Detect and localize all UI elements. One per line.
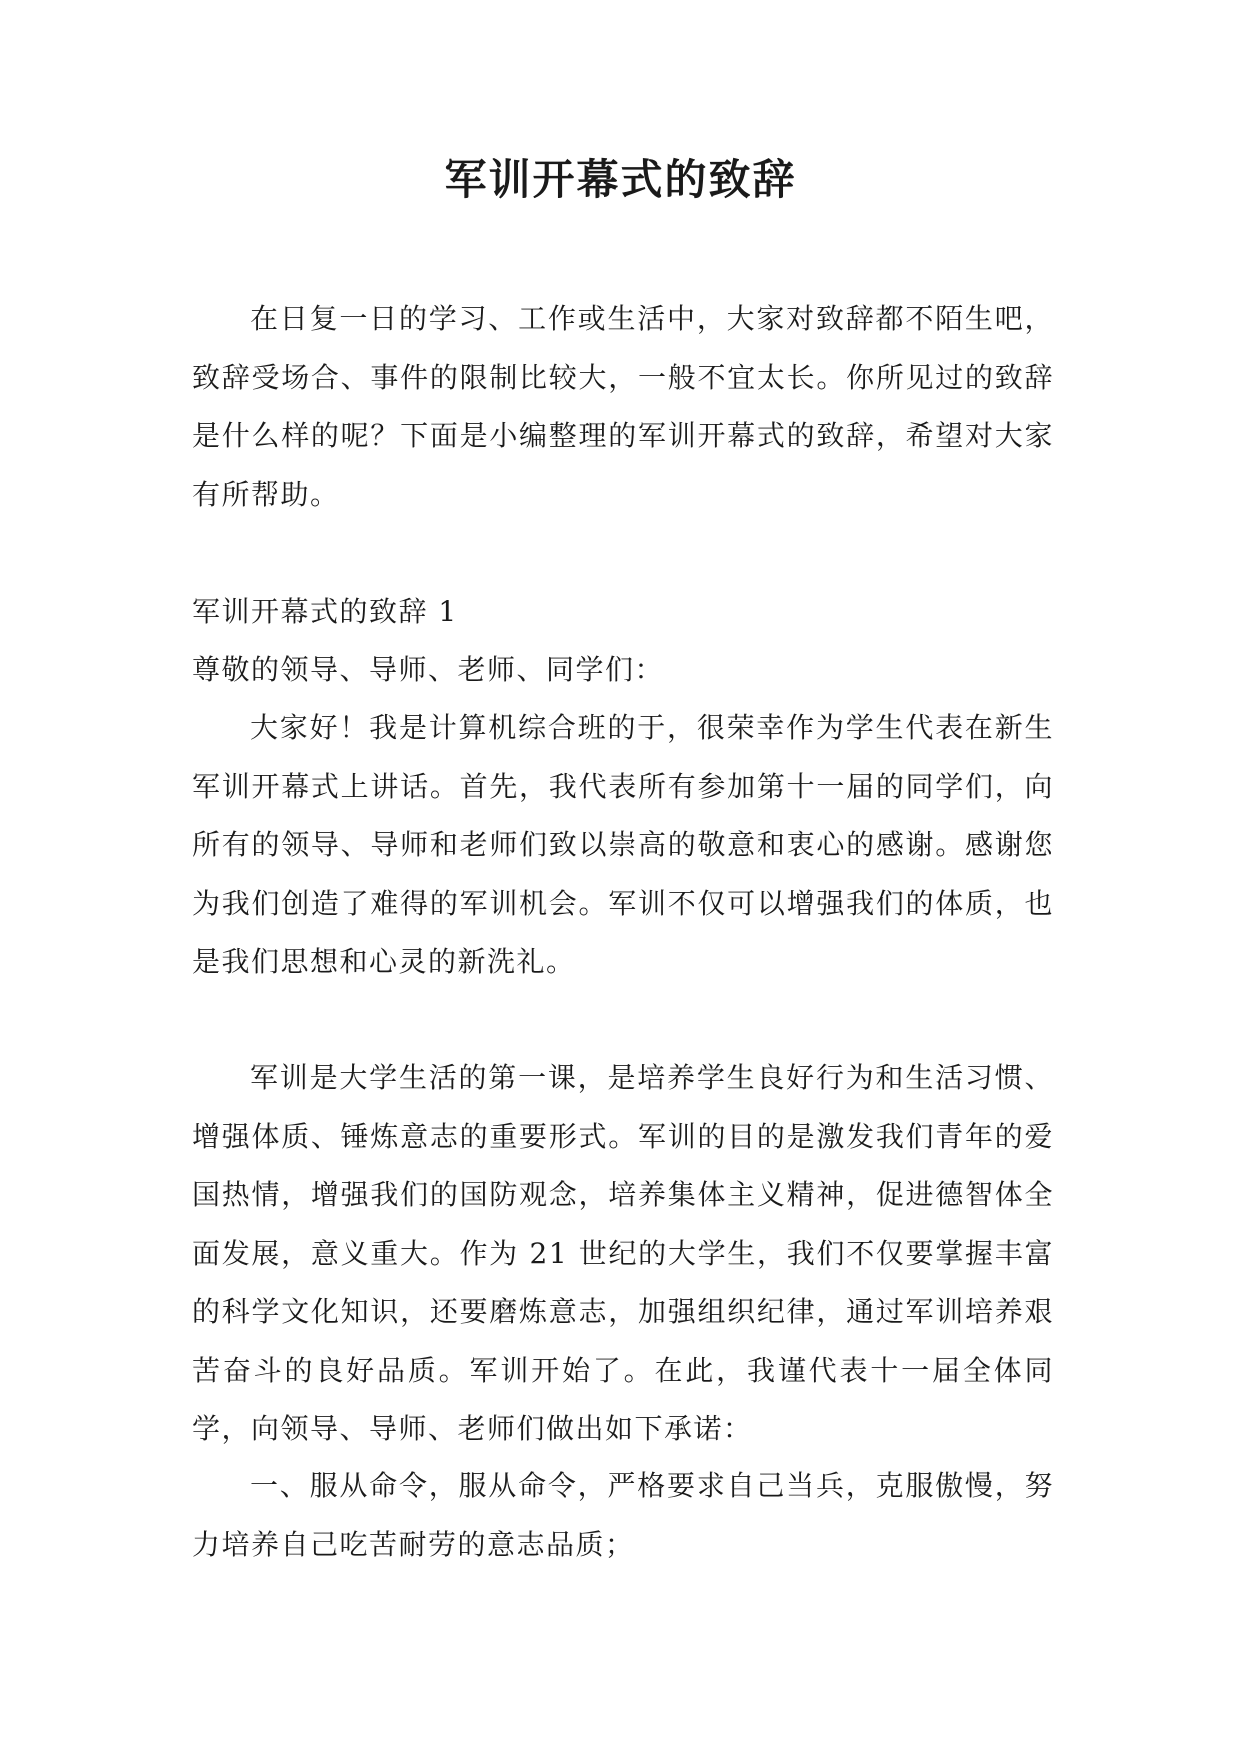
body-paragraph: 大家好！我是计算机综合班的于，很荣幸作为学生代表在新生军训开幕式上讲话。首先，我代表所有参加第十一届的同学们，向所有的领导、导师和老师们致以崇高的敬意和衷心的感谢。感谢您为我们创造了难得的军训机会。军训不仅可以增强我们的体质，也是我们思想和心灵的新洗礼。 bbox=[192, 711, 1054, 978]
salutation: 尊敬的领导、导师、老师、同学们： bbox=[192, 653, 665, 686]
body-paragraph: 军训是大学生活的第一课，是培养学生良好行为和生活习惯、增强体质、锤炼意志的重要形式。军训的目的是激发我们青年的爱国热情，增强我们的国防观念，培养集体主义精神，促进德智体全面发展，意义重大。作为 21 世纪的大学生，我们不仅要掌握丰富的科学文化知识，还要磨炼意志，加强组织纪律，通过军训培养艰苦奋斗的良好品质。军训开始了。在此，我谨代表十一届全体同学，向领导、导师、老师们做出如下承诺： bbox=[192, 1061, 1054, 1445]
body-paragraph: 一、服从命令，服从命令，严格要求自己当兵，克服傲慢，努力培养自己吃苦耐劳的意志品质； bbox=[192, 1469, 1054, 1561]
document-title: 军训开幕式的致辞 bbox=[444, 155, 797, 204]
intro-paragraph: 在日复一日的学习、工作或生活中，大家对致辞都不陌生吧，致辞受场合、事件的限制比较大，一般不宜太长。你所见过的致辞是什么样的呢？下面是小编整理的军训开幕式的致辞，希望对大家有所帮助。 bbox=[192, 302, 1054, 511]
section-heading: 军训开幕式的致辞 1 bbox=[192, 595, 458, 628]
